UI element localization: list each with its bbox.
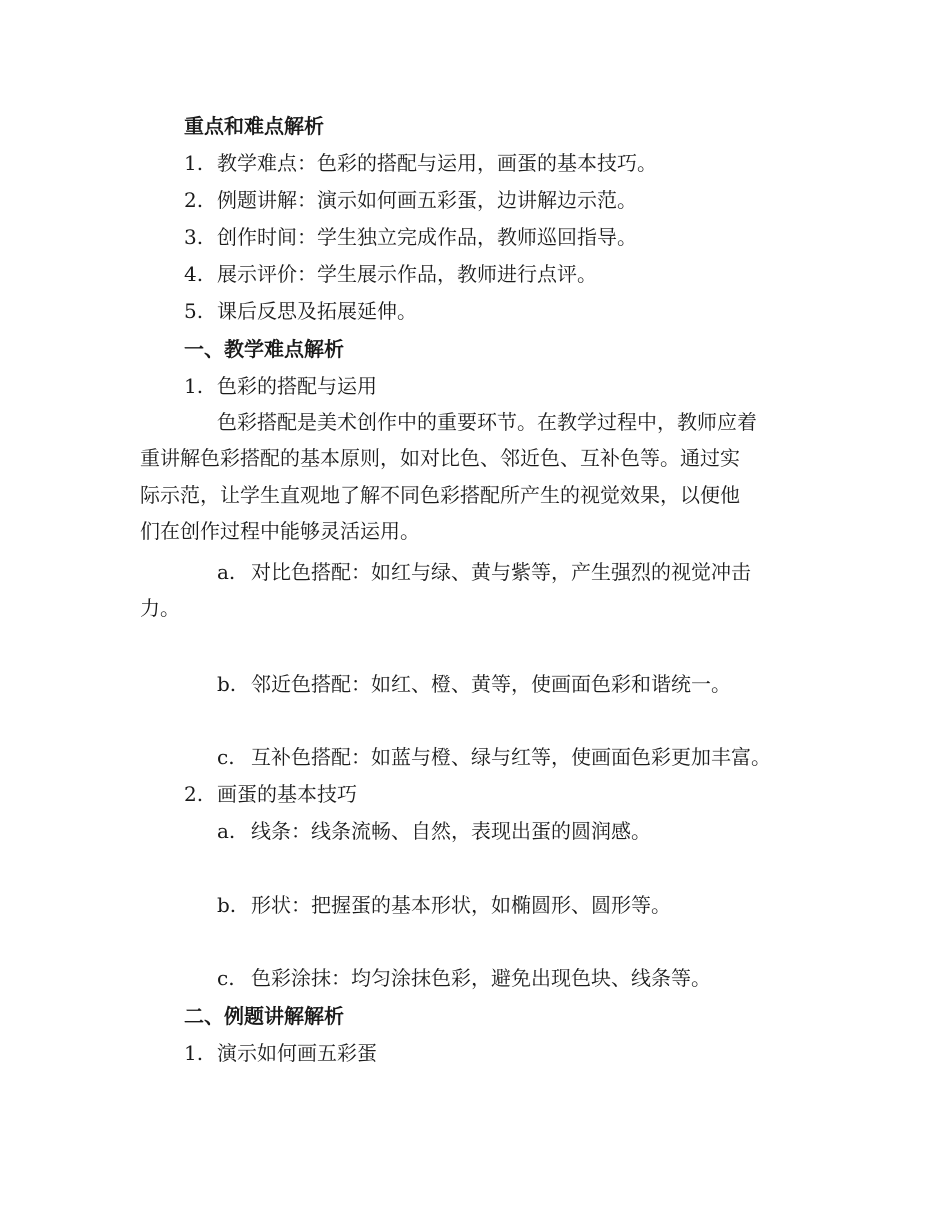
sub-label: c. [217,745,235,769]
overview-number: 4. [184,262,204,286]
egg-sub-a [217,817,651,845]
color-sub-c [217,743,771,771]
egg-sub-c [217,964,711,992]
item-title: 画蛋的基本技巧 [217,782,357,806]
overview-item-1 [184,149,657,177]
sub-text: 互补色搭配：如蓝与橙、绿与红等，使画面色彩更加丰富。 [251,745,771,769]
sub-label: b. [217,893,237,917]
sub-text: 线条：线条流畅、自然，表现出蛋的圆润感。 [251,819,651,843]
overview-item-5 [184,297,417,325]
paragraph-line-2: 重讲解色彩搭配的基本原则，如对比色、邻近色、互补色等。通过实 [140,446,740,470]
overview-text: 教学难点：色彩的搭配与运用，画蛋的基本技巧。 [217,151,657,175]
sub-text: 对比色搭配：如红与绿、黄与紫等，产生强烈的视觉冲击 [251,560,751,584]
section1-title: 一、教学难点解析 [184,337,344,361]
color-sub-a-continuation: 力。 [140,596,180,620]
item-title: 演示如何画五彩蛋 [217,1041,377,1065]
overview-number: 2. [184,188,204,212]
sub-label: a. [217,560,236,584]
sub-text: 形状：把握蛋的基本形状，如椭圆形、圆形等。 [251,893,671,917]
overview-text: 例题讲解：演示如何画五彩蛋，边讲解边示范。 [217,188,637,212]
overview-number: 5. [184,299,204,323]
overview-item-4 [184,260,597,288]
sub-label: c. [217,966,235,990]
paragraph-line-3: 际示范，让学生直观地了解不同色彩搭配所产生的视觉效果，以便他 [140,483,740,507]
overview-number: 3. [184,225,204,249]
section2-item1-heading [184,1039,377,1067]
item-number: 2. [184,782,204,806]
color-sub-a [217,558,751,586]
item-number: 1. [184,1041,204,1065]
sub-label: a. [217,819,236,843]
overview-item-2 [184,186,637,214]
section1-item2-heading [184,780,357,808]
paragraph-line-1: 色彩搭配是美术创作中的重要环节。在教学过程中，教师应着 [217,410,757,434]
main-heading: 重点和难点解析 [184,114,324,138]
overview-text: 展示评价：学生展示作品，教师进行点评。 [217,262,597,286]
paragraph-line-4: 们在创作过程中能够灵活运用。 [140,519,420,543]
item-title: 色彩的搭配与运用 [217,374,377,398]
sub-text: 色彩涂抹：均匀涂抹色彩，避免出现色块、线条等。 [251,966,711,990]
sub-text: 邻近色搭配：如红、橙、黄等，使画面色彩和谐统一。 [251,672,731,696]
section1-item1-heading [184,372,377,400]
sub-label: b. [217,672,237,696]
overview-number: 1. [184,151,204,175]
egg-sub-b [217,891,671,919]
section2-title: 二、例题讲解解析 [184,1004,344,1028]
color-sub-b [217,670,731,698]
overview-text: 创作时间：学生独立完成作品，教师巡回指导。 [217,225,637,249]
item-number: 1. [184,374,204,398]
overview-text: 课后反思及拓展延伸。 [217,299,417,323]
overview-item-3 [184,223,637,251]
